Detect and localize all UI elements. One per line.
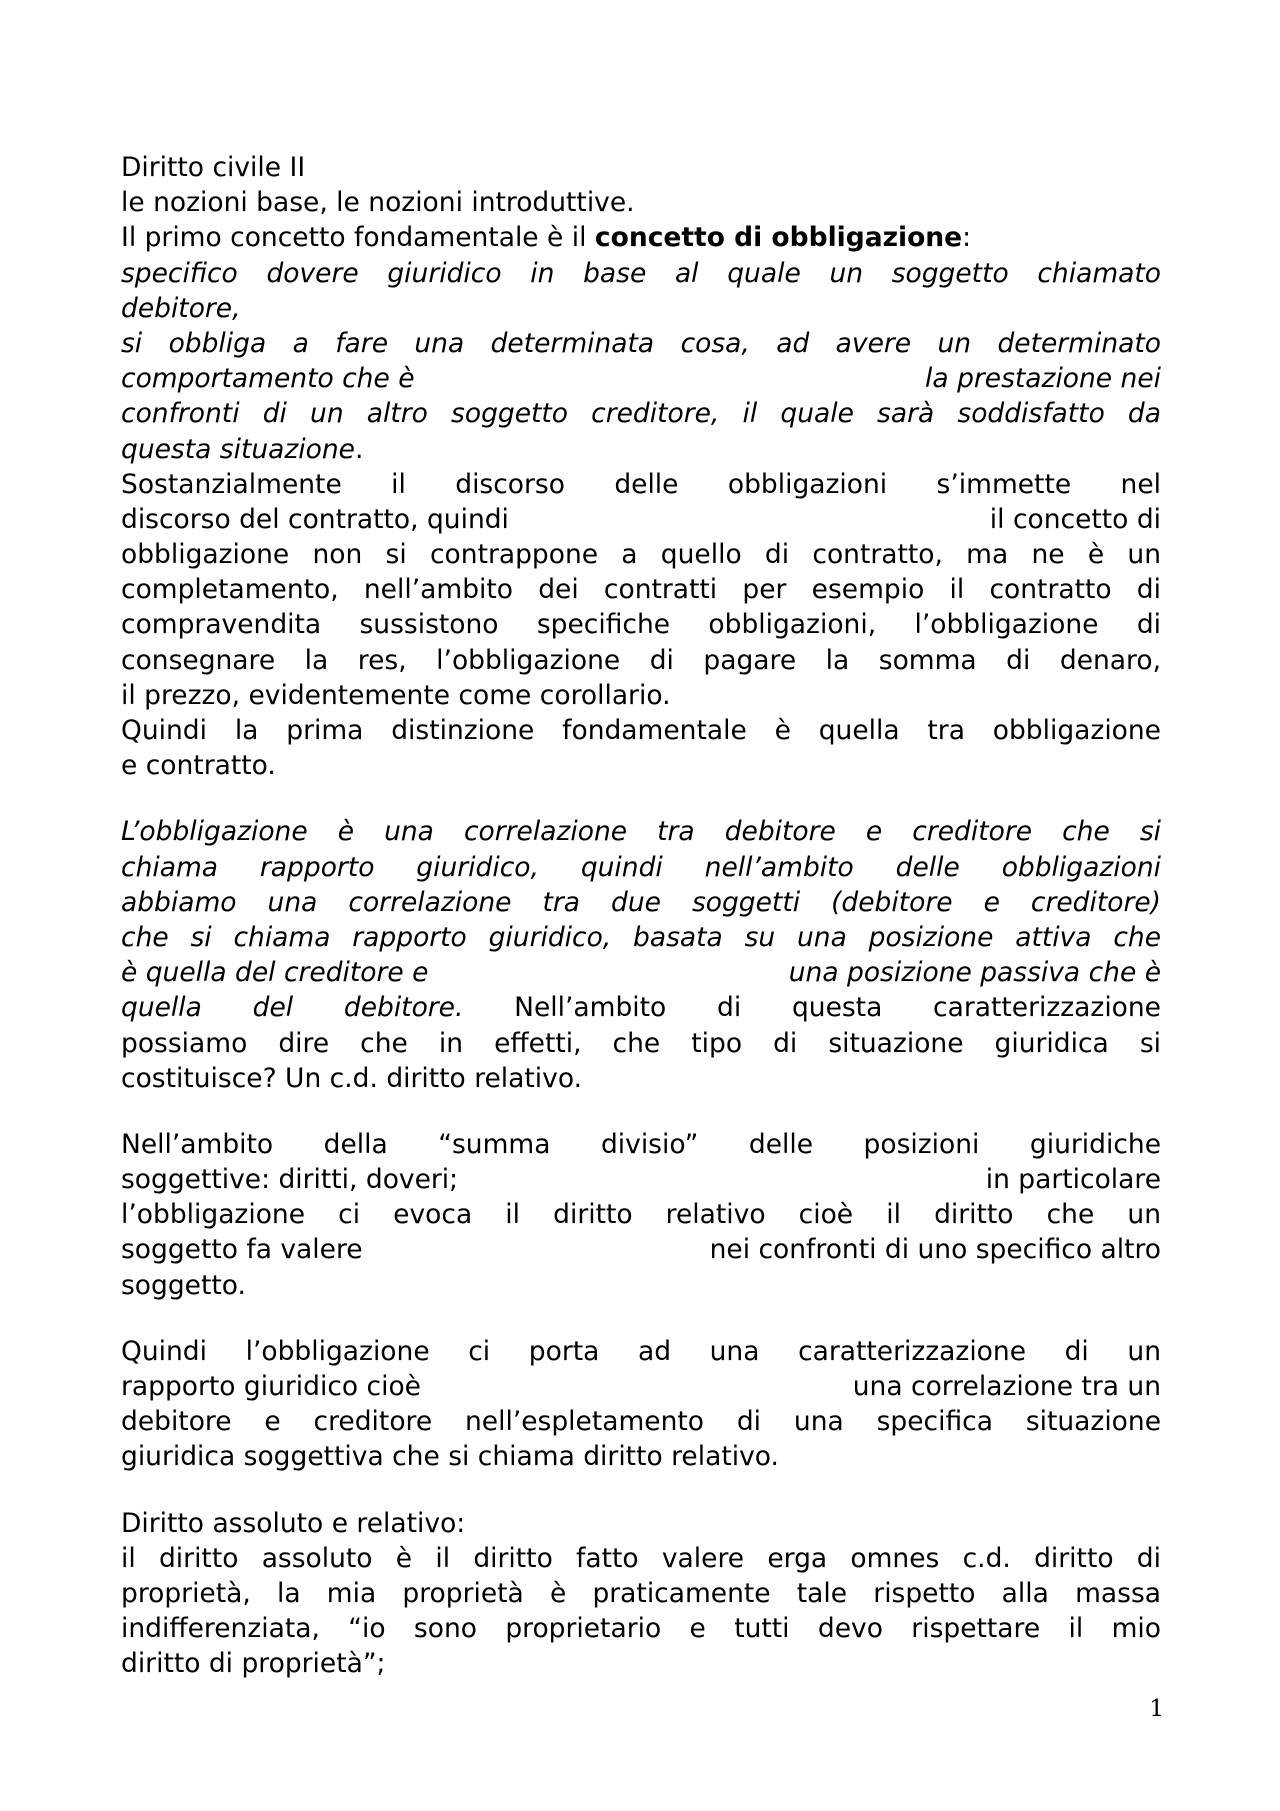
p4-line: soggetto fa valere nei confronti di uno specifico altro (121, 1234, 1161, 1266)
p2-line: completamento, nell’ambito dei contratti per esempio il contratto di (121, 574, 1161, 606)
p5-line: debitore e creditore nell’espletamento di una specifica situazione (121, 1406, 1161, 1438)
p4-line: Nell’ambito della “summa divisio” delle posizioni giuridiche (121, 1128, 1161, 1160)
p1-line: si obbliga a fare una determinata cosa, ad avere un determinato (121, 327, 1161, 359)
p3-line: chiama rapporto giuridico, quindi nell’ambito delle obbligazioni (121, 851, 1161, 883)
p5-line: Quindi l’obbligazione ci porta ad una caratterizzazione di un (121, 1335, 1161, 1367)
p2-line: Quindi la prima distinzione fondamentale è quella tra obbligazione (121, 715, 1161, 746)
p6-line: diritto di proprietà”; (121, 1648, 386, 1680)
p3-line: che si chiama rapporto giuridico, basata su una posizione attiva che (121, 921, 1161, 953)
p5-line: rapporto giuridico cioè una correlazione tra un (121, 1371, 1161, 1402)
p2-line: compravendita sussistono specifiche obbligazioni, l’obbligazione di (121, 609, 1161, 641)
document-title: Diritto civile II (121, 152, 306, 183)
p2-line: Sostanzialmente il discorso delle obbligazioni s’immette nel (121, 468, 1161, 500)
p6-line: proprietà, la mia proprietà è praticamente tale rispetto alla massa (121, 1577, 1161, 1609)
document-subtitle: le nozioni base, le nozioni introduttive. (121, 187, 635, 219)
intro-line: Il primo concetto fondamentale è il concetto di obbligazione: (121, 222, 972, 254)
section-heading: Diritto assoluto e relativo: (121, 1507, 466, 1539)
p4-line: soggettive: diritti, doveri; in particolare (121, 1164, 1161, 1196)
p1-line: confronti di un altro soggetto creditore, il quale sarà soddisfatto da (121, 398, 1161, 430)
p6-line: indifferenziata, “io sono proprietario e tutti devo rispettare il mio (121, 1613, 1161, 1645)
p2-line: obbligazione non si contrappone a quello di contratto, ma ne è un (121, 539, 1161, 571)
p1-line: questa situazione. (121, 433, 364, 465)
p3-line: abbiamo una correlazione tra due soggetti (debitore e creditore) (121, 886, 1161, 918)
p3-line: costituisce? Un c.d. diritto relativo. (121, 1062, 583, 1094)
p1-line: specifico dovere giuridico in base al quale un soggetto chiamato (121, 257, 1161, 289)
p5-line: giuridica soggettiva che si chiama diritto relativo. (121, 1441, 779, 1473)
p2-line: consegnare la res, l’obbligazione di pagare la somma di denaro, (121, 644, 1161, 676)
p3-line: quella del debitore. Nell’ambito di questa caratterizzazione (121, 992, 1161, 1024)
p1-line: debitore, (121, 292, 241, 324)
p2-line: e contratto. (121, 750, 276, 782)
p4-line: soggetto. (121, 1269, 246, 1301)
document-body (121, 150, 1161, 1682)
p3-line: è quella del creditore e una posizione passiva che è (121, 957, 1161, 989)
p4-line: l’obbligazione ci evoca il diritto relativo cioè il diritto che un (121, 1199, 1161, 1231)
p6-line: il diritto assoluto è il diritto fatto valere erga omnes c.d. diritto di (121, 1542, 1161, 1574)
p2-line: il prezzo, evidentemente come corollario. (121, 679, 671, 711)
p3-line: L’obbligazione è una correlazione tra debitore e creditore che si (121, 816, 1161, 848)
p3-line: possiamo dire che in effetti, che tipo di situazione giuridica si (121, 1027, 1161, 1059)
page-number: 1 (1149, 1696, 1164, 1722)
p2-line: discorso del contratto, quindi il concetto di (121, 503, 1161, 535)
p1-line: comportamento che è la prestazione nei (121, 363, 1161, 395)
key-term: concetto di obbligazione (594, 222, 963, 254)
